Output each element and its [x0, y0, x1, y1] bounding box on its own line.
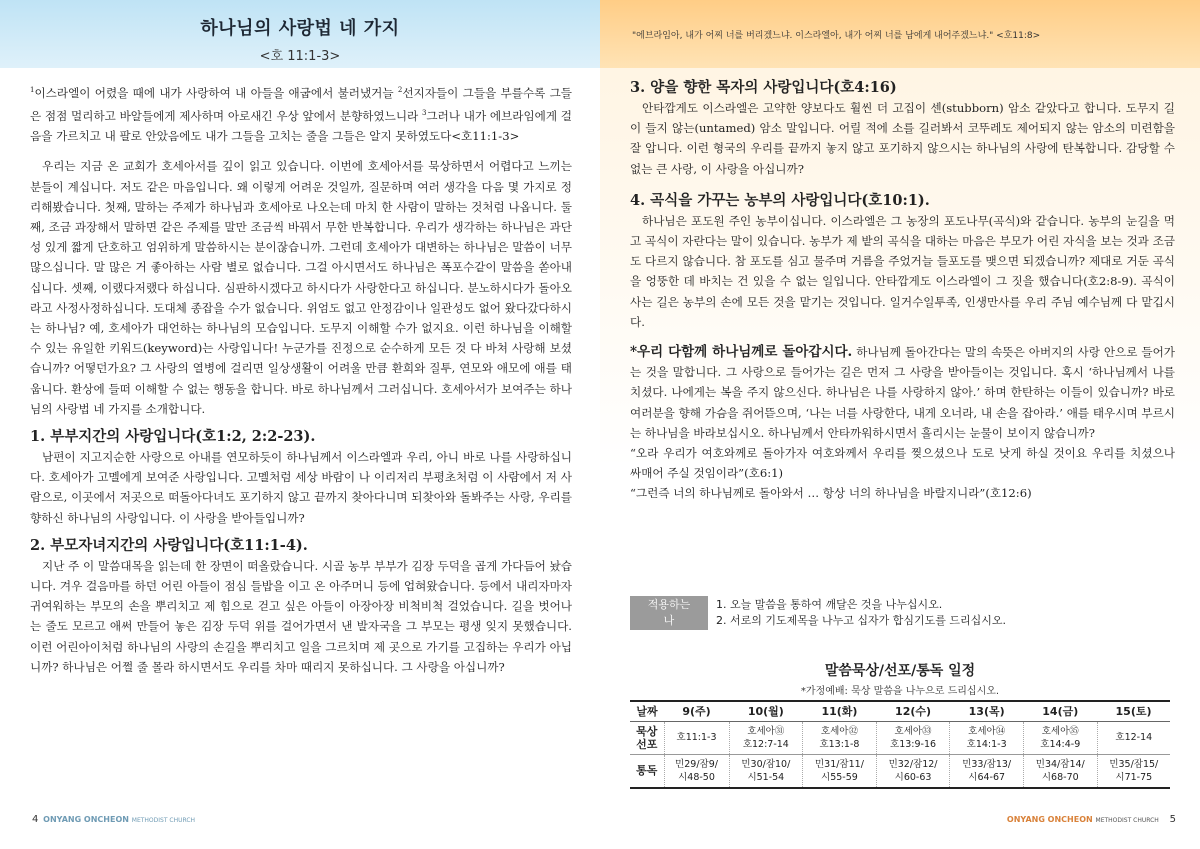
church-subname: METHODIST CHURCH — [1095, 817, 1159, 824]
header-verse: "에브라임아, 내가 어찌 너를 버리겠느냐. 이스라엘아, 내가 어찌 너를 남에게 내어주겠느냐." <호11:8> — [632, 31, 1041, 41]
table-cell: 민35/잠15/ 시71-75 — [1097, 754, 1170, 788]
scripture-verse-1: 이스라엘이 어렸을 때에 내가 사랑하여 내 아들을 애굽에서 불러냈거늘 — [34, 85, 398, 100]
paragraph-4: 하나님은 포도원 주인 농부이십니다. 이스라엘은 그 농장의 포도나무(곡식)와 같습니다. 농부의 눈길을 먹고 곡식이 자란다는 말이 있습니다. 농부가 제 밭의 곡식을 대하는 마음은 부모가 어린 자식을 보는 것과 조금도 다르지 않습니다. 참 포도를 심고 물주며 거름을 주었거늘 들포도를 맺으면 되겠습니까? 제대로 거둔 곡식을 엉뚱한 데 바치는 건 있을 수 없는 일입니다. 안타깝게도 이스라엘이 그 짓을 했습니다(호2:8-9). 곡식이 사는 길은 농부의 손에 모든 것을 맡기는 것입니다. 일거수일투족, 인생만사를 우리 주님 예수님께 다 맡깁시다. — [630, 213, 1175, 329]
application-tag-line2: 나눔 — [663, 614, 701, 643]
sermon-reference: <호 11:1-3> — [259, 49, 341, 64]
application-item-1: 1. 오늘 말씀을 통하여 깨달은 것을 나누십시오. — [716, 598, 943, 611]
application-tag — [630, 596, 708, 643]
col-14: 14(금) — [1023, 701, 1097, 721]
heading-3: 3. 양을 향한 목자의 사랑입니다(호4:16) — [630, 79, 897, 96]
application-tag-line1: 적용하는 — [647, 598, 691, 611]
col-12: 12(수) — [876, 701, 950, 721]
church-name: ONYANG ONCHEON — [1006, 815, 1093, 824]
table-cell: 민32/잠12/ 시60-63 — [876, 754, 950, 788]
table-cell: 호11:1-3 — [664, 721, 729, 754]
page-number: 4 — [32, 814, 39, 825]
right-page — [600, 0, 1200, 849]
schedule-table — [630, 700, 1170, 789]
table-cell: 호세아㉛ 호12:7-14 — [729, 721, 803, 754]
table-cell: 호세아㉞ 호14:1-3 — [950, 721, 1024, 754]
row-label-reading: 통독 — [630, 754, 664, 788]
paragraph-1: 남편이 지고지순한 사랑으로 아내를 연모하듯이 하나님께서 이스라엘과 우리, 아니 바로 나를 사랑하십니다. 호세아가 고멜에게 보여준 사랑입니다. 고멜처럼 세상 바람이 나 이리저리 부평초처럼 이 사람에서 저 사람으로, 이곳에서 저곳으로 떠돌아다녀도 포기하지 않고 끝까지 찾아다니며 되찾아와 돌봐주는 사랑, 우리를 향하신 하나님의 사랑입니다. 이 사랑을 받아들입니까? — [30, 449, 572, 525]
col-11: 11(화) — [803, 701, 877, 721]
quote-2: “그런즉 너의 하나님께로 돌아와서 … 항상 너의 하나님을 바랄지니라”(호12:6) — [630, 486, 1032, 501]
closing-text: 하나님께 돌아간다는 말의 속뜻은 아버지의 사랑 안으로 들어가는 것을 말합니다. 그 사랑으로 들어가는 길은 먼저 그 사랑을 받아들이는 것입니다. 혹시 ‘하나님께서 나를 치셨다. 나에게는 복을 주지 않으신다. 하나님은 나를 사랑하지 않아.’ 하며 한탄하는 이들이 있습니까? 바로 여러분을 향해 가슴을 쥐어뜯으며, ‘나는 너를 사랑한다, 내게 오너라, 내 손을 잡아라.’ 애를 태우시며 부르시는 하나님을 바라보십시오. 하나님께서 안타까워하시면서 흘리시는 눈물이 보이지 않습니까? — [630, 345, 1175, 440]
schedule-section — [630, 660, 1170, 789]
table-row — [630, 721, 1170, 754]
table-cell: 민31/잠11/ 시55-59 — [803, 754, 877, 788]
scripture-verse-2: 선지자들이 그들을 부를수록 그들은 점점 멀리하고 바알들에게 제사하며 아로새긴 우상 앞에서 분향하였느니라 — [30, 85, 572, 123]
schedule-note: *가정예배: 묵상 말씀을 나누으로 드리십시오. — [800, 686, 1000, 697]
paragraph-3: 안타깝게도 이스라엘은 고약한 양보다도 훨씬 더 고집이 센(stubborn) 암소 같았다고 합니다. 도무지 길이 들지 않는(untamed) 암소 말입니다. 어릴 적에 소를 길러봐서 코뚜레도 제어되지 않는 암소의 미련함을 잘 압니다. 이런 형국의 우리를 끝까지 놓지 않고 포기하지 않으시는 하나님의 사랑에 탄복합니다. 감당할 수 없는 큰 사랑, 이 사랑을 아십니까? — [630, 101, 1175, 176]
scripture-verse-3: 그러나 내가 에브라임에게 걸음을 가르치고 내 팔로 안았음에도 내가 그들을 고치는 줄을 그들은 알지 못하였도다<호11:1-3> — [30, 108, 573, 144]
heading-1: 1. 부부지간의 사랑입니다(호1:2, 2:2-23). — [30, 427, 316, 445]
row-label-meditation: 묵상 선포 — [630, 721, 664, 754]
heading-4: 4. 곡식을 가꾸는 농부의 사랑입니다(호10:1). — [630, 191, 930, 209]
heading-2: 2. 부모자녀지간의 사랑입니다(호11:1-4). — [30, 536, 308, 554]
quote-1: “오라 우리가 여호와께로 돌아가자 여호와께서 우리를 찢으셨으나 도로 낫게 하실 것이요 우리를 치셨으나 싸매어 주실 것임이라”(호6:1) — [630, 446, 1175, 481]
col-13: 13(목) — [950, 701, 1024, 721]
application-item-2: 2. 서로의 기도제목을 나누고 십자가 합심기도를 드리십시오. — [716, 614, 1006, 627]
application-box — [630, 596, 1170, 643]
table-cell: 민30/잠10/ 시51-54 — [729, 754, 803, 788]
church-subname: METHODIST CHURCH — [131, 817, 196, 824]
right-footer — [1007, 814, 1176, 825]
col-10: 10(월) — [729, 701, 803, 721]
schedule-title: 말씀묵상/선포/통독 일정 — [824, 663, 976, 679]
closing-heading: *우리 다함께 하나님께로 돌아갑시다. — [630, 344, 853, 361]
table-cell: 호세아㉜ 호13:1-8 — [803, 721, 877, 754]
sermon-title: 하나님의 사랑법 네 가지 — [200, 18, 400, 39]
scripture-text: $^1$이스라엘이 어렸을 때에 내가 사랑하여 내 아들을 애굽에서 불러냈거늘 $^2$선지자들이 그들을 부를수록 그들은 점점 멀리하고 바알들에게 제사하며 아로새긴 우상 앞에서 분향하였느니라 $^3$그러나 내가 에브라임에게 걸음을 가르치고 내 팔로 안았음에도 내가 그들을 고치는 줄을 그들은 알지 못하였도다<호11:1-3> — [30, 85, 573, 144]
schedule-header-row — [630, 701, 1170, 721]
table-cell: 민29/잠9/ 시48-50 — [664, 754, 729, 788]
right-body — [630, 78, 1175, 504]
intro-paragraph: 우리는 지금 온 교회가 호세아서를 깊이 읽고 있습니다. 이번에 호세아서를 묵상하면서 어렵다고 느끼는 분들이 계십니다. 저도 같은 마음입니다. 왜 이렇게 어려운 것일까, 질문하며 여러 생각을 다음 몇 가지로 정리해봤습니다. 첫째, 말하는 주제가 하나님과 호세아로 나오는데 마치 한 사람이 말하는 것처럼 나옵니다. 둘째, 조금 과장해서 말하면 같은 주제를 말만 조금씩 바꿔서 무한 반복합니다. 우리가 생각하는 하나님은 과단성 있게 짧게 단호하고 엄위하게 말씀하시는 분이잖습니까. 그런데 호세아가 대변하는 하나님은 말씀이 너무 많으십니다. 말 많은 거 좋아하는 사람 별로 없습니다. 그걸 아시면서도 하나님은 폭포수같이 말씀을 쏟아내십니다. 셋째, 이랬다저랬다 하십니다. 심판하시겠다고 하시다가 사랑한다고 하십니다. 분노하시다가 돌아오라고 사정사정하십니다. 도대체 종잡을 수가 없습니다. 위엄도 없고 안정감이나 일관성도 없어 왔다갔다하시는 하나님? 예, 호세아가 대언하는 하나님의 모습입니다. 도무지 이해할 수가 없지요. 이런 하나님을 이해할 수 있는 유일한 키워드(keyword)는 사랑입니다! 누군가를 진정으로 순수하게 모든 것 다 바쳐 사랑해 보셨습니까? 어떻던가요? 그 사랑의 열병에 걸리면 일상생활이 어려울 만큼 환희와 질투, 연모와 애모에 애를 태웁니다. 환상에 들떠 이해할 수 없는 행동을 합니다. 바로 하나님께서 그러십니다. 호세아서가 보여주는 하나님의 사랑법 네 가지를 소개합니다. — [30, 159, 572, 416]
church-name: ONYANG ONCHEON — [43, 815, 129, 824]
table-row — [630, 754, 1170, 788]
left-body — [30, 80, 572, 677]
application-items — [716, 597, 1006, 629]
right-header — [600, 0, 1200, 68]
paragraph-2: 지난 주 이 말씀대목을 읽는데 한 장면이 떠올랐습니다. 시골 농부 부부가 김장 두덕을 곱게 가다듬어 놨습니다. 겨우 걸음마를 하던 어린 아들이 점심 들밥을 이고 온 아주머니 등에 업혀왔습니다. 등에서 내리자마자 귀여워하는 부모의 손을 뿌리치고 제 힘으로 걷고 싶은 아들이 아장아장 비척비척 걸었습니다. 길을 벗어나는 줄도 모르고 애써 만들어 놓은 김장 두덕 위를 걸어가면서 낸 발자국을 그 부모는 평생 잊지 못했습니다. 이런 어린아이처럼 하나님의 사랑의 손길을 뿌리치고 일을 그르치며 제 곳으로 가기를 고집하는 우리가 아닙니까? 하나님은 어쩔 줄 몰라 하시면서도 우리를 차마 때리지 못하십니다. 그 사랑을 아십니까? — [30, 558, 572, 674]
col-date: 날짜 — [630, 701, 664, 721]
closing-paragraph — [630, 342, 1175, 443]
left-footer — [32, 814, 195, 825]
table-cell: 호12-14 — [1097, 721, 1170, 754]
left-header — [0, 0, 600, 68]
page-number: 5 — [1169, 814, 1176, 825]
col-9: 9(주) — [664, 701, 729, 721]
table-cell: 민33/잠13/ 시64-67 — [950, 754, 1024, 788]
table-cell: 호세아㉟ 호14:4-9 — [1023, 721, 1097, 754]
col-15: 15(토) — [1097, 701, 1170, 721]
table-cell: 민34/잠14/ 시68-70 — [1023, 754, 1097, 788]
table-cell: 호세아㉝ 호13:9-16 — [876, 721, 950, 754]
